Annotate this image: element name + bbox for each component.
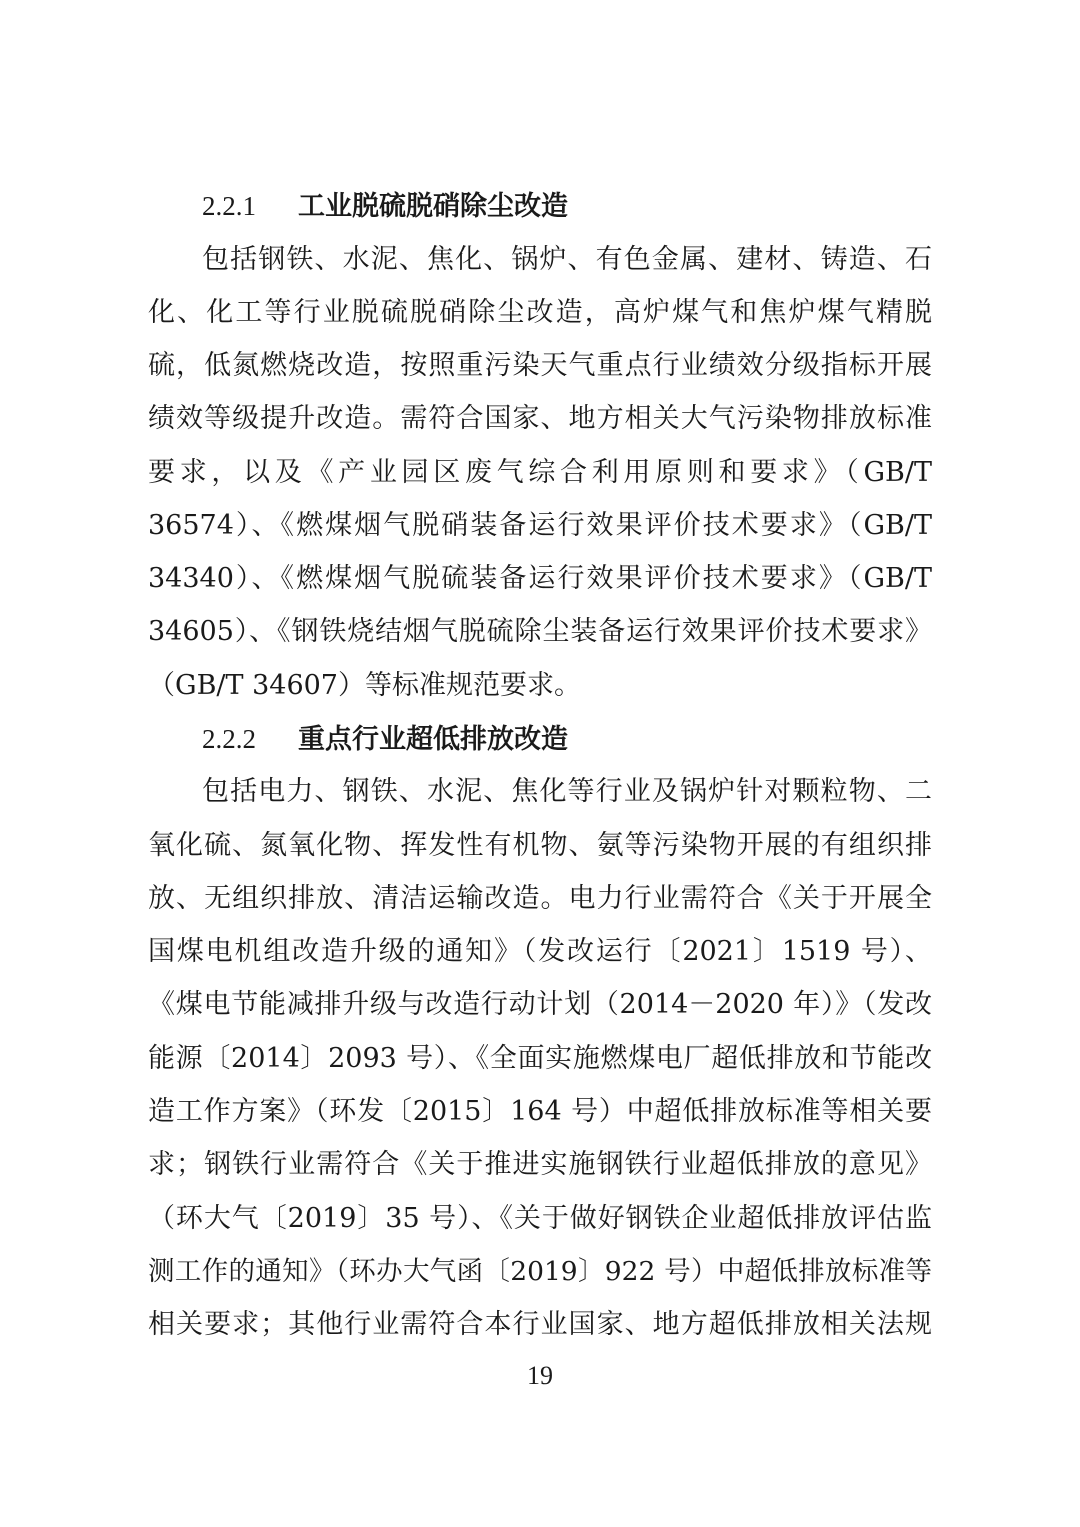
paragraph-line: 绩效等级提升改造。需符合国家、地方相关大气污染物排放标准	[148, 403, 932, 434]
paragraph-line: 34605）、《钢铁烧结烟气脱硫除尘装备运行效果评价技术要求》	[148, 616, 932, 647]
paragraph-line: 34340）、《燃煤烟气脱硫装备运行效果评价技术要求》（GB/T	[148, 563, 932, 594]
section-number: 2.2.2	[202, 724, 256, 754]
paragraph-line: 造工作方案》（环发〔2015〕164 号）中超低排放标准等相关要	[148, 1096, 932, 1127]
paragraph-line: 相关要求；其他行业需符合本行业国家、地方超低排放相关法规	[148, 1309, 932, 1340]
section-title: 工业脱硫脱硝除尘改造	[298, 191, 568, 222]
paragraph-line: 包括电力、钢铁、水泥、焦化等行业及锅炉针对颗粒物、二	[202, 776, 932, 807]
paragraph-line: 《煤电节能减排升级与改造行动计划（2014－2020 年）》（发改	[148, 989, 932, 1020]
paragraph-line: 放、无组织排放、清洁运输改造。电力行业需符合《关于开展全	[148, 883, 932, 914]
paragraph-line: 能源〔2014〕2093 号）、《全面实施燃煤电厂超低排放和节能改	[148, 1043, 932, 1074]
paragraph-line: 测工作的通知》（环办大气函〔2019〕922 号）中超低排放标准等	[148, 1256, 932, 1287]
section-number: 2.2.1	[202, 191, 256, 221]
paragraph-line: 硫，低氮燃烧改造，按照重污染天气重点行业绩效分级指标开展	[148, 350, 932, 381]
section-title: 重点行业超低排放改造	[298, 724, 568, 755]
section-heading-2-2-2	[202, 719, 568, 759]
paragraph-line: 求；钢铁行业需符合《关于推进实施钢铁行业超低排放的意见》	[148, 1149, 932, 1180]
paragraph-line: 36574）、《燃煤烟气脱硝装备运行效果评价技术要求》（GB/T	[148, 510, 932, 541]
paragraph-line: （环大气〔2019〕35 号）、《关于做好钢铁企业超低排放评估监	[148, 1203, 932, 1234]
paragraph-line: （GB/T 34607）等标准规范要求。	[148, 670, 581, 701]
paragraph-line: 包括钢铁、水泥、焦化、锅炉、有色金属、建材、铸造、石	[202, 244, 932, 275]
paragraph-line: 要求，以及《产业园区废气综合利用原则和要求》（GB/T	[148, 457, 932, 488]
page-number: 19	[527, 1361, 553, 1390]
paragraph-line: 国煤电机组改造升级的通知》（发改运行〔2021〕1519 号）、	[148, 936, 932, 967]
paragraph-line: 氧化硫、氮氧化物、挥发性有机物、氨等污染物开展的有组织排	[148, 830, 932, 861]
paragraph-line: 化、化工等行业脱硫脱硝除尘改造，高炉煤气和焦炉煤气精脱	[148, 297, 932, 328]
section-heading-2-2-1	[202, 186, 568, 226]
